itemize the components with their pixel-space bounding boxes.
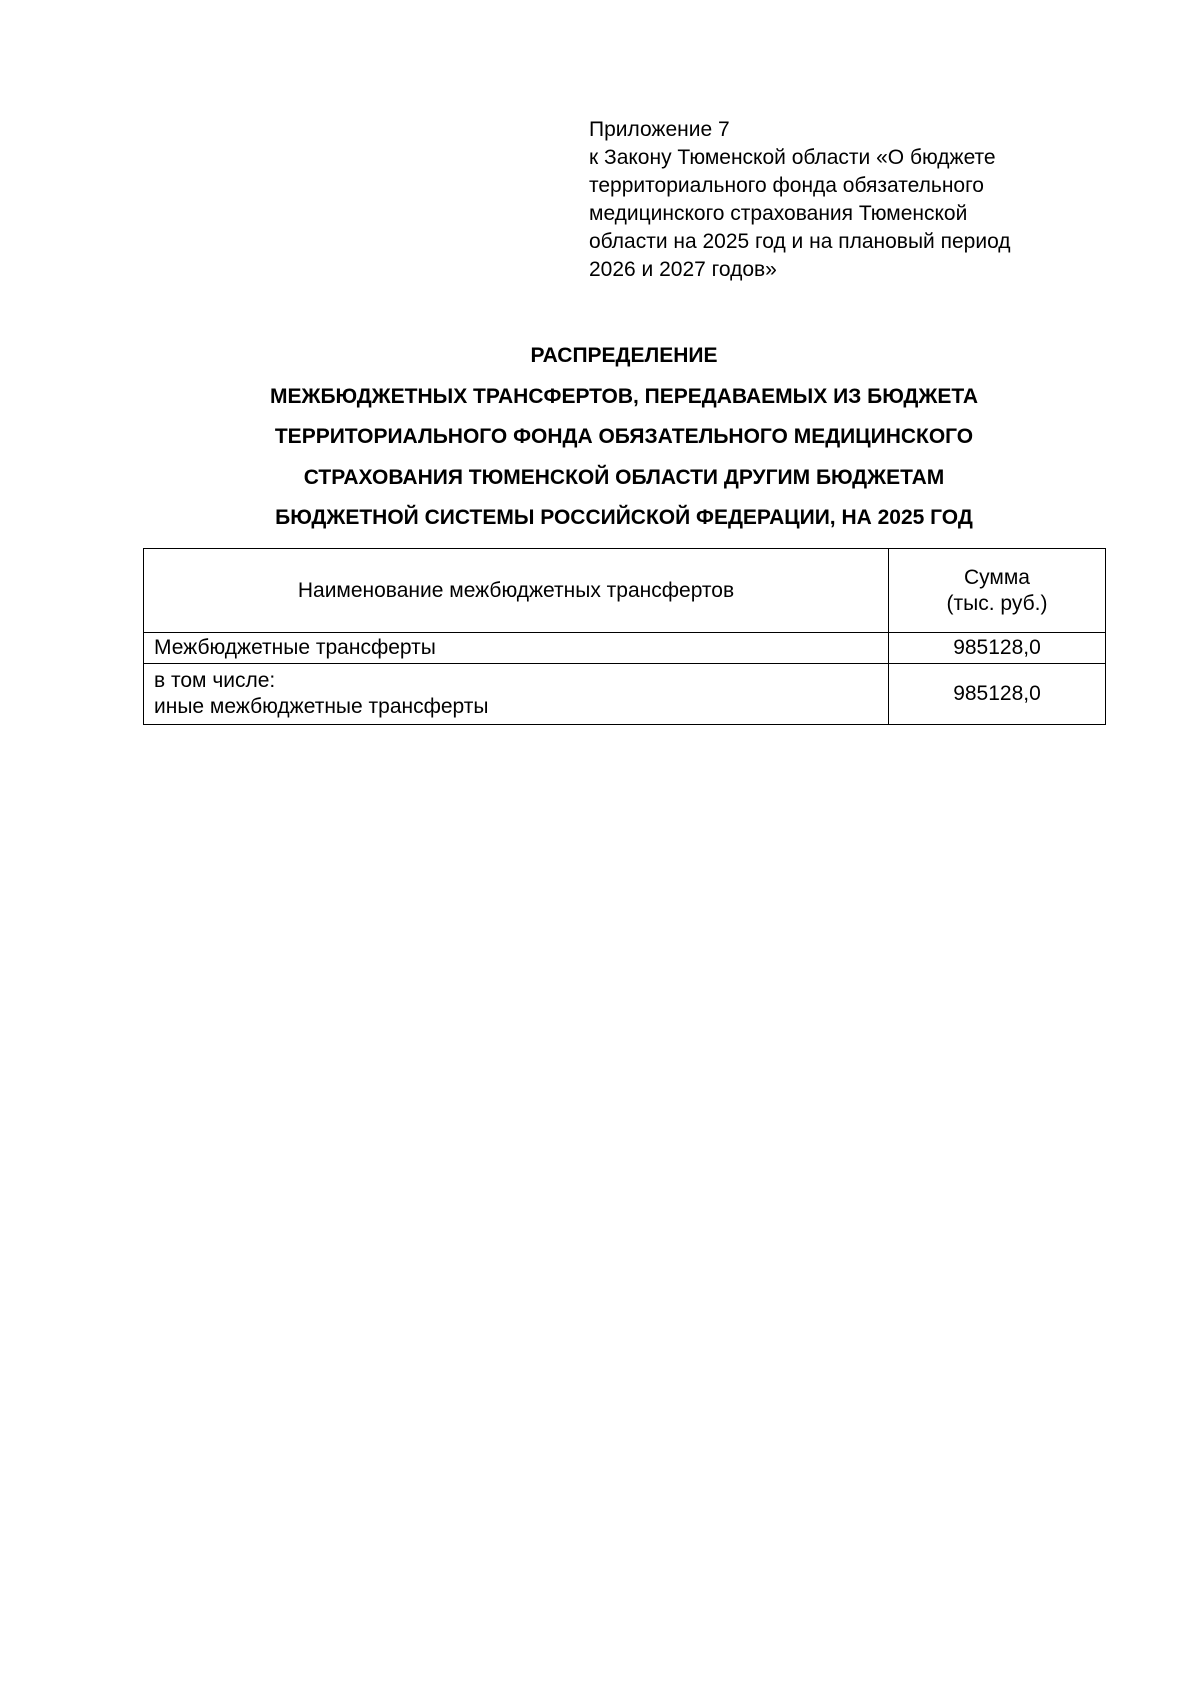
title-line: БЮДЖЕТНОЙ СИСТЕМЫ РОССИЙСКОЙ ФЕДЕРАЦИИ, НА 2025 ГОД xyxy=(275,506,973,529)
header-sum xyxy=(889,549,1106,633)
document-title xyxy=(143,336,1105,539)
row-name-line: в том числе: xyxy=(154,669,276,692)
title-line: ТЕРРИТОРИАЛЬНОГО ФОНДА ОБЯЗАТЕЛЬНОГО МЕДИЦИНСКОГО xyxy=(274,425,974,448)
header-name: Наименование межбюджетных трансфертов xyxy=(144,549,889,633)
title-line: СТРАХОВАНИЯ ТЮМЕНСКОЙ ОБЛАСТИ ДРУГИМ БЮДЖЕТАМ xyxy=(303,465,945,489)
transfers-table xyxy=(143,548,1106,725)
title-line: РАСПРЕДЕЛЕНИЕ xyxy=(530,344,718,367)
row-amount: 985128,0 xyxy=(889,664,1106,725)
appendix-line: области на 2025 год и на плановый период xyxy=(589,230,1011,253)
appendix-line: Приложение 7 xyxy=(589,118,730,141)
appendix-line: 2026 и 2027 годов» xyxy=(589,258,777,281)
appendix-line: к Закону Тюменской области «О бюджете xyxy=(589,146,996,169)
title-line: МЕЖБЮДЖЕТНЫХ ТРАНСФЕРТОВ, ПЕРЕДАВАЕМЫХ ИЗ БЮДЖЕТА xyxy=(269,384,979,408)
header-sum-line2: (тыс. руб.) xyxy=(946,591,1048,615)
appendix-line: территориального фонда обязательного xyxy=(589,174,984,197)
row-amount: 985128,0 xyxy=(889,633,1106,664)
appendix-note xyxy=(589,116,1149,284)
table-header-row xyxy=(144,549,1106,633)
appendix-line: медицинского страхования Тюменской xyxy=(589,202,968,225)
row-name xyxy=(144,664,889,725)
table-row xyxy=(144,664,1106,725)
header-sum-line1: Сумма xyxy=(964,565,1030,589)
row-name xyxy=(144,633,889,664)
row-name-line: Межбюджетные трансферты xyxy=(154,636,436,659)
row-name-line: иные межбюджетные трансферты xyxy=(154,695,489,718)
table-row xyxy=(144,633,1106,664)
